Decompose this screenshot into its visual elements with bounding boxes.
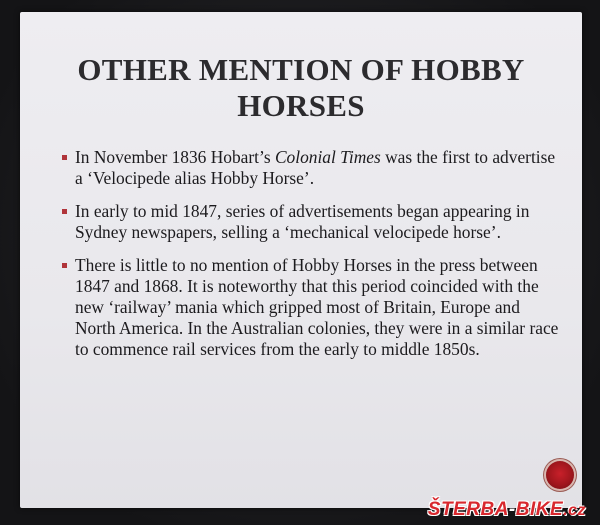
slide-title: OTHER MENTION OF HOBBY HORSES bbox=[77, 52, 525, 123]
bullet-text: In early to mid 1847, series of advertisements began appearing in Sydney newspapers, selling a ‘mechanical velocipede horse’. bbox=[75, 201, 530, 242]
bullet-item bbox=[62, 147, 562, 189]
square-bullet-icon bbox=[62, 263, 67, 268]
bullet-item bbox=[62, 201, 562, 243]
site-watermark bbox=[428, 499, 586, 521]
bullet-text-end: was the first to advertise a ‘Velocipede alias Hobby Horse’. bbox=[75, 147, 556, 188]
bullet-text-start: In November 1836 Hobart’s bbox=[75, 147, 275, 167]
bullet-item bbox=[62, 255, 562, 360]
watermark-tail: BIKE bbox=[515, 499, 564, 520]
square-bullet-icon bbox=[62, 209, 67, 214]
bullet-text-italic: Colonial Times bbox=[274, 147, 381, 167]
watermark-tld: .cz bbox=[563, 502, 586, 519]
slide-nav-button[interactable] bbox=[546, 461, 574, 489]
watermark-separator: - bbox=[508, 499, 516, 520]
square-bullet-icon bbox=[62, 155, 67, 160]
presentation-slide bbox=[20, 12, 582, 508]
watermark-main: ŠTERBA bbox=[427, 499, 509, 520]
bullet-text: There is little to no mention of Hobby Horses in the press between 1847 and 1868. It is noteworthy that this period coincided with the new ‘railway’ mania which gripped most of Britain, Europe and North America. In the Australian colonies, they were in a similar race to commence rail services from the early to middle 1850s. bbox=[75, 255, 559, 359]
bullet-list bbox=[62, 147, 562, 372]
